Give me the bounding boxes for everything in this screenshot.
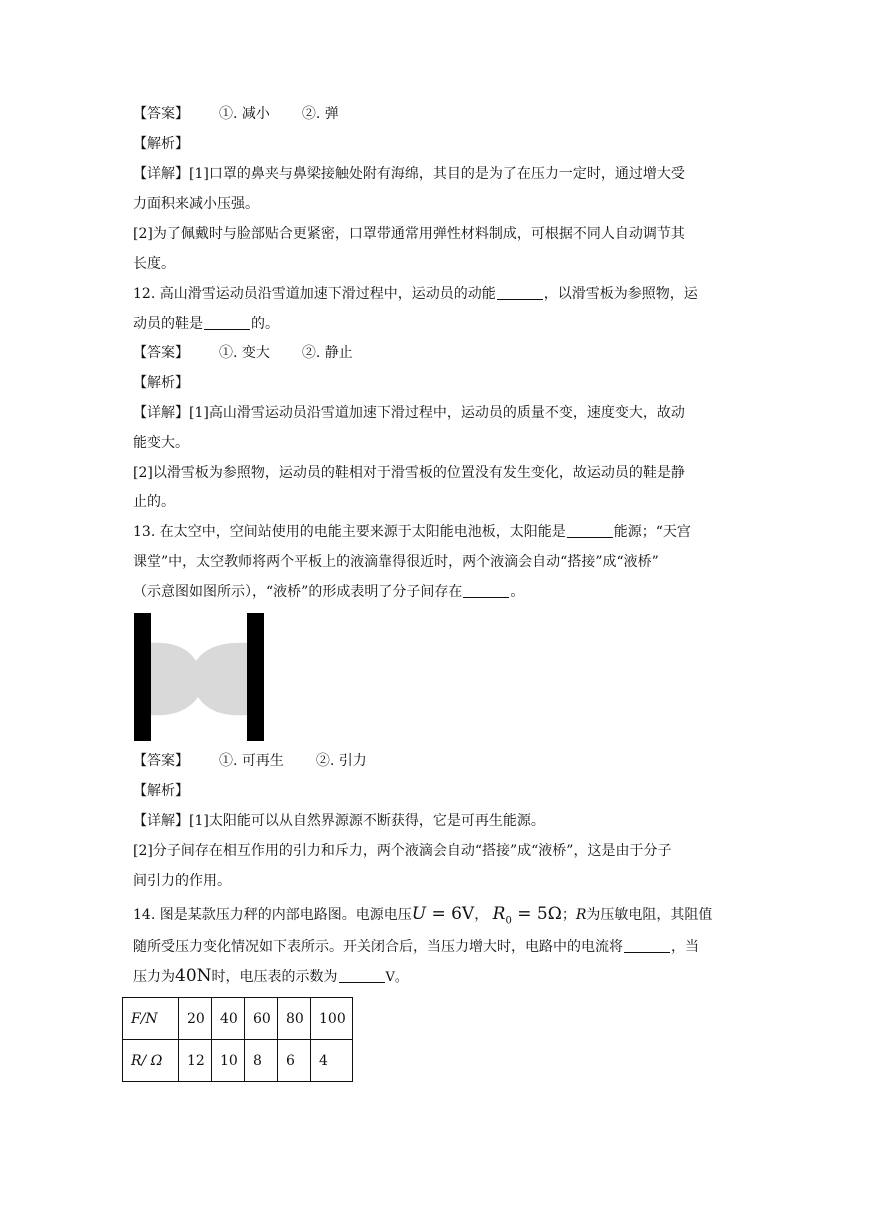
- detail-label: 【详解】: [133, 166, 189, 182]
- q12-stem-text: 12. 高山滑雪运动员沿雪道加速下滑过程中，运动员的动能: [133, 286, 496, 302]
- q13-stem-text: 能源；“天宫: [613, 524, 691, 540]
- table-row: [123, 998, 353, 1040]
- r0-symbol: R: [492, 904, 506, 924]
- q14-stem-line-2: [133, 937, 699, 957]
- u-value: = 6V: [426, 904, 475, 924]
- answer-option-1: ①. 可再生: [219, 753, 284, 769]
- table-cell: 40: [212, 998, 245, 1040]
- q13-stem-line-2: 课堂”中，太空教师将两个平板上的液滴靠得很近时，两个液滴会自动“搭接”成“液桥”: [133, 554, 659, 570]
- q12-stem-line-1: [133, 284, 698, 304]
- table-cell: 100: [311, 998, 353, 1040]
- table-row: [123, 1040, 353, 1082]
- fill-blank: [339, 968, 385, 983]
- q11-detail-1-cont: 力面积来减小压强。: [133, 196, 259, 212]
- table-cell: 10: [212, 1040, 245, 1082]
- q14-stem-line-3: [133, 966, 408, 988]
- table-cell: 20: [179, 998, 212, 1040]
- detail-text: [1]太阳能可以从自然界源源不断获得，它是可再生能源。: [189, 813, 545, 829]
- q12-analysis-label: 【解析】: [133, 375, 189, 391]
- q12-stem-text: ，以滑雪板为参照物，运: [543, 286, 698, 302]
- q14-stem-text: 时，电压表的示数为: [211, 969, 338, 985]
- fill-blank: [497, 285, 543, 300]
- answer-label: 【答案】: [133, 106, 189, 122]
- r0-formula: [492, 904, 562, 927]
- fill-blank: [624, 938, 670, 953]
- q13-stem-text: 。: [510, 584, 525, 600]
- r0-value: = 5Ω: [511, 904, 562, 924]
- table-row-header: R/ Ω: [123, 1040, 179, 1082]
- u-symbol: U: [411, 904, 427, 924]
- table-row-header: F/N: [123, 998, 179, 1040]
- table-cell: 8: [245, 1040, 278, 1082]
- r-symbol: R: [575, 907, 587, 923]
- q14-stem-line-1: [133, 904, 712, 931]
- q14-stem-text: 随所受压力变化情况如下表所示。开关闭合后，当压力增大时，电路中的电流将: [133, 939, 623, 955]
- answer-label: 【答案】: [133, 345, 189, 361]
- left-plate: [134, 613, 151, 741]
- answer-option-2: ②. 引力: [315, 753, 367, 769]
- force-value: 40N: [175, 966, 212, 986]
- q13-analysis-label: 【解析】: [133, 783, 189, 799]
- q12-detail-1: [133, 403, 685, 423]
- q12-stem-text: 的。: [251, 316, 279, 332]
- q13-detail-1: [133, 811, 545, 831]
- q14-stem-text: 14. 图是某款压力秤的内部电路图。电源电压: [133, 907, 412, 923]
- detail-text: [1]高山滑雪运动员沿雪道加速下滑过程中，运动员的质量不变，速度变大，故动: [189, 405, 685, 421]
- answer-label: 【答案】: [133, 753, 189, 769]
- detail-label: 【详解】: [133, 405, 189, 421]
- q14-stem-text: 压力为: [133, 969, 175, 985]
- table-cell: 60: [245, 998, 278, 1040]
- liquid-bridge-shape: [150, 643, 248, 716]
- q14-stem-text: ，当: [671, 939, 699, 955]
- q11-detail-2-cont: 长度。: [133, 256, 175, 272]
- q11-analysis-label: 【解析】: [133, 136, 189, 152]
- fill-blank: [463, 583, 509, 598]
- q14-stem-text: 为压敏电阻，其阻值: [586, 907, 713, 923]
- q13-stem-line-1: [133, 522, 691, 542]
- q13-stem-line-3: [133, 582, 524, 602]
- q12-detail-2-cont: 止的。: [133, 494, 175, 510]
- r0-subscript: 0: [505, 915, 512, 927]
- separator: ；: [561, 907, 576, 923]
- liquid-bridge-figure: [134, 613, 264, 741]
- voltage-formula: [412, 904, 474, 924]
- table-cell: 4: [311, 1040, 353, 1082]
- fill-blank: [567, 523, 613, 538]
- q12-detail-2: [2]以滑雪板为参照物，运动员的鞋相对于滑雪板的位置没有发生变化，故运动员的鞋是静: [133, 465, 685, 481]
- q12-stem-text: 动员的鞋是: [133, 316, 203, 332]
- q11-detail-2: [2]为了佩戴时与脸部贴合更紧密，口罩带通常用弹性材料制成，可根据不同人自动调节其: [133, 226, 685, 242]
- q12-answer-line: [133, 343, 353, 363]
- right-plate: [247, 613, 264, 741]
- q12-detail-1-cont: 能变大。: [133, 435, 189, 451]
- q13-stem-text: （示意图如图所示），“液桥”的形成表明了分子间存在: [133, 584, 463, 600]
- q13-answer-line: [133, 751, 367, 771]
- q11-detail-1: [133, 164, 685, 184]
- q12-stem-line-2: [133, 314, 279, 334]
- q13-detail-2: [2]分子间存在相互作用的引力和斥力，两个液滴会自动“搭接”成“液桥”，这是由于分子: [133, 843, 672, 859]
- answer-option-2: ②. 静止: [301, 345, 353, 361]
- separator: ，: [474, 907, 489, 923]
- unit-text: V。: [385, 970, 408, 985]
- table-cell: 6: [278, 1040, 311, 1082]
- q13-detail-2-cont: 间引力的作用。: [133, 873, 231, 889]
- q11-answer-line: [133, 104, 339, 124]
- answer-option-1: ①. 减小: [219, 106, 270, 122]
- answer-option-1: ①. 变大: [219, 345, 270, 361]
- table-cell: 80: [278, 998, 311, 1040]
- detail-text: [1]口罩的鼻夹与鼻梁接触处附有海绵，其目的是为了在压力一定时，通过增大受: [189, 166, 685, 182]
- table-cell: 12: [179, 1040, 212, 1082]
- detail-label: 【详解】: [133, 813, 189, 829]
- q13-stem-text: 13. 在太空中，空间站使用的电能主要来源于太阳能电池板，太阳能是: [133, 524, 566, 540]
- answer-option-2: ②. 弹: [301, 106, 339, 122]
- pressure-resistance-table: [122, 997, 353, 1082]
- fill-blank: [204, 315, 250, 330]
